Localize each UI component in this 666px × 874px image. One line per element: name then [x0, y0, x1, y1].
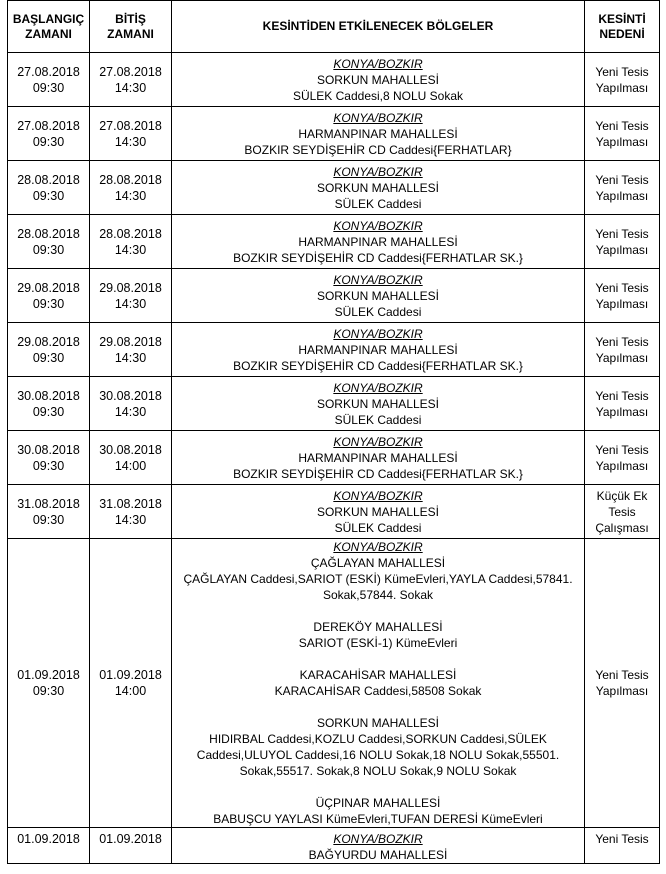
region-line: SORKUN MAHALLESİ	[316, 180, 440, 195]
start-cell	[8, 161, 90, 215]
end-time: 14:30	[114, 512, 147, 527]
region-line: ÇAĞLAYAN MAHALLESİ	[310, 556, 446, 570]
end-date: 28.08.2018	[99, 226, 162, 241]
reason-line: Yeni Tesis	[595, 118, 649, 133]
table-row	[8, 107, 660, 161]
regions-cell	[172, 107, 585, 161]
table-body	[8, 53, 660, 864]
block-gap	[174, 779, 582, 795]
reason-cell	[585, 161, 660, 215]
table-row	[8, 323, 660, 377]
regions-cell	[172, 323, 585, 377]
city-label: KONYA/BOZKIR	[333, 164, 423, 179]
region-line: SÜLEK Caddesi	[334, 304, 422, 319]
region-line: BOZKIR SEYDİŞEHİR CD Caddesi{FERHATLAR}	[244, 142, 512, 157]
start-cell	[8, 323, 90, 377]
end-time: 14:30	[114, 134, 147, 149]
end-time: 14:30	[114, 296, 147, 311]
block-gap	[174, 651, 582, 667]
end-time: 14:30	[114, 404, 147, 419]
reason-line: Küçük Ek	[596, 488, 648, 503]
end-date: 27.08.2018	[99, 118, 162, 133]
city-label: KONYA/BOZKIR	[333, 326, 423, 341]
reason-cell: Yeni Tesis Yapılması	[585, 539, 660, 828]
start-time: 09:30	[32, 296, 65, 311]
reason-line: Tesis	[608, 504, 636, 519]
city-label: KONYA/BOZKIR	[333, 380, 423, 395]
city-label: KONYA/BOZKIR	[333, 540, 423, 554]
end-cell	[90, 485, 172, 539]
table-row	[8, 431, 660, 485]
region-line: SÜLEK Caddesi	[334, 520, 422, 535]
reason-line: Yapılması	[595, 134, 649, 149]
header-row	[8, 1, 660, 53]
end-cell	[90, 377, 172, 431]
start-cell: 01.09.2018	[8, 828, 90, 864]
region-line: BOZKIR SEYDİŞEHİR CD Caddesi{FERHATLAR SK.}	[233, 358, 523, 373]
reason-cell	[585, 53, 660, 107]
region-line: SARIOT (ESKİ-1) KümeEvleri	[298, 636, 458, 650]
region-line: Sokak,55517. Sokak,8 NOLU Sokak,9 NOLU Sokak	[239, 764, 517, 778]
region-line: BOZKIR SEYDİŞEHİR CD Caddesi{FERHATLAR SK.}	[233, 250, 523, 265]
start-time: 09:30	[32, 404, 65, 419]
region-line: KARACAHİSAR MAHALLESİ	[299, 668, 457, 682]
start-date: 30.08.2018	[17, 388, 80, 403]
region-line: HARMANPINAR MAHALLESİ	[298, 342, 458, 357]
reason-cell: Yeni Tesis	[585, 828, 660, 864]
header-outage-reason: KESİNTİ NEDENİ	[585, 1, 660, 53]
start-cell	[8, 269, 90, 323]
start-cell	[8, 215, 90, 269]
start-date: 28.08.2018	[17, 226, 80, 241]
start-date: 30.08.2018	[17, 442, 80, 457]
region-line: SORKUN MAHALLESİ	[316, 504, 440, 519]
city-label: KONYA/BOZKIR	[333, 272, 423, 287]
reason-cell	[585, 323, 660, 377]
start-cell	[8, 53, 90, 107]
region-line: Caddesi,ULUYOL Caddesi,16 NOLU Sokak,18 NOLU Sokak,55501.	[196, 748, 560, 762]
table-row	[8, 828, 660, 864]
table-row	[8, 485, 660, 539]
block-gap	[174, 699, 582, 715]
region-line: SÜLEK Caddesi,8 NOLU Sokak	[292, 88, 464, 103]
start-time: 09:30	[32, 80, 65, 95]
block-gap	[174, 603, 582, 619]
reason-line: Yeni Tesis	[595, 226, 649, 241]
region-line: SÜLEK Caddesi	[334, 412, 422, 427]
end-time: 14:30	[114, 188, 147, 203]
region-line: SÜLEK Caddesi	[334, 196, 422, 211]
start-date: 29.08.2018	[17, 280, 80, 295]
start-date: 28.08.2018	[17, 172, 80, 187]
start-cell	[8, 107, 90, 161]
outage-table	[7, 0, 660, 864]
city-label: KONYA/BOZKIR	[333, 488, 423, 503]
reason-cell	[585, 431, 660, 485]
regions-cell	[172, 431, 585, 485]
reason-cell	[585, 377, 660, 431]
start-date: 29.08.2018	[17, 334, 80, 349]
regions-cell	[172, 539, 585, 828]
region-line: BAĞYURDU MAHALLESİ	[308, 848, 448, 862]
region-line: SORKUN MAHALLESİ	[316, 716, 440, 730]
table-row	[8, 539, 660, 828]
region-line: ÜÇPINAR MAHALLESİ	[315, 796, 441, 810]
city-label: KONYA/BOZKIR	[333, 56, 423, 71]
start-cell	[8, 431, 90, 485]
end-time: 14:30	[114, 350, 147, 365]
reason-line: Çalışması	[595, 520, 649, 535]
table-row	[8, 215, 660, 269]
region-line: HARMANPINAR MAHALLESİ	[298, 126, 458, 141]
region-line: ÇAĞLAYAN Caddesi,SARIOT (ESKİ) KümeEvleri,YAYLA Caddesi,57841.	[183, 572, 573, 586]
reason-line: Yapılması	[595, 242, 649, 257]
regions-cell	[172, 215, 585, 269]
start-time: 09:30	[32, 350, 65, 365]
end-cell	[90, 323, 172, 377]
outage-document	[7, 0, 659, 864]
regions-cell	[172, 485, 585, 539]
reason-line: Yeni Tesis	[595, 442, 649, 457]
table-row	[8, 377, 660, 431]
region-line: HARMANPINAR MAHALLESİ	[298, 234, 458, 249]
regions-cell	[172, 269, 585, 323]
region-line: BABUŞCU YAYLASI KümeEvleri,TUFAN DERESİ KümeEvleri	[213, 812, 543, 826]
city-label: KONYA/BOZKIR	[333, 110, 423, 125]
reason-line: Yapılması	[595, 458, 649, 473]
reason-line: Yeni Tesis	[595, 280, 649, 295]
start-date: 27.08.2018	[17, 118, 80, 133]
reason-cell	[585, 485, 660, 539]
end-time: 14:30	[114, 80, 147, 95]
end-cell	[90, 215, 172, 269]
header-start-time: BAŞLANGIÇ ZAMANI	[8, 1, 90, 53]
region-line: SORKUN MAHALLESİ	[316, 396, 440, 411]
header-affected-regions: KESİNTİDEN ETKİLENECEK BÖLGELER	[172, 1, 585, 53]
end-date: 30.08.2018	[99, 442, 162, 457]
region-line: HIDIRBAL Caddesi,KOZLU Caddesi,SORKUN Caddesi,SÜLEK	[209, 732, 547, 746]
table-row	[8, 53, 660, 107]
reason-line: Yeni Tesis	[595, 172, 649, 187]
region-line: SORKUN MAHALLESİ	[316, 288, 440, 303]
region-line: HARMANPINAR MAHALLESİ	[298, 450, 458, 465]
start-cell	[8, 485, 90, 539]
end-cell	[90, 431, 172, 485]
regions-cell	[172, 161, 585, 215]
end-cell	[90, 269, 172, 323]
end-cell	[90, 53, 172, 107]
reason-line: Yapılması	[595, 404, 649, 419]
region-line: BOZKIR SEYDİŞEHİR CD Caddesi{FERHATLAR SK.}	[233, 466, 523, 481]
end-cell: 01.09.2018 14:00	[90, 539, 172, 828]
start-date: 27.08.2018	[17, 64, 80, 79]
regions-cell	[172, 53, 585, 107]
start-time: 09:30	[32, 242, 65, 257]
region-line: KARACAHİSAR Caddesi,58508 Sokak	[274, 684, 482, 698]
city-label: KONYA/BOZKIR	[333, 218, 423, 233]
reason-line: Yapılması	[595, 350, 649, 365]
reason-line: Yapılması	[595, 188, 649, 203]
start-time: 09:30	[32, 458, 65, 473]
table-row	[8, 269, 660, 323]
header-end-time: BİTİŞ ZAMANI	[90, 1, 172, 53]
region-line: Sokak,57844. Sokak	[322, 588, 434, 602]
start-time: 09:30	[32, 188, 65, 203]
end-time: 14:30	[114, 242, 147, 257]
reason-line: Yeni Tesis	[595, 388, 649, 403]
reason-cell	[585, 215, 660, 269]
start-time: 09:30	[32, 134, 65, 149]
end-date: 27.08.2018	[99, 64, 162, 79]
table-row	[8, 161, 660, 215]
end-time: 14:00	[114, 458, 147, 473]
region-line: DEREKÖY MAHALLESİ	[313, 620, 443, 634]
reason-line: Yeni Tesis	[595, 64, 649, 79]
region-line: SORKUN MAHALLESİ	[316, 72, 440, 87]
city-label: KONYA/BOZKIR	[333, 434, 423, 449]
end-cell: 01.09.2018	[90, 828, 172, 864]
end-cell	[90, 107, 172, 161]
end-date: 28.08.2018	[99, 172, 162, 187]
regions-cell	[172, 377, 585, 431]
start-cell: 01.09.2018 09:30	[8, 539, 90, 828]
end-cell	[90, 161, 172, 215]
end-date: 29.08.2018	[99, 334, 162, 349]
reason-line: Yapılması	[595, 296, 649, 311]
reason-cell	[585, 269, 660, 323]
end-date: 29.08.2018	[99, 280, 162, 295]
reason-line: Yapılması	[595, 80, 649, 95]
start-time: 09:30	[32, 512, 65, 527]
regions-cell	[172, 828, 585, 864]
city-label: KONYA/BOZKIR	[333, 832, 423, 846]
end-date: 30.08.2018	[99, 388, 162, 403]
reason-line: Yeni Tesis	[595, 334, 649, 349]
start-date: 31.08.2018	[17, 496, 80, 511]
reason-cell	[585, 107, 660, 161]
end-date: 31.08.2018	[99, 496, 162, 511]
start-cell	[8, 377, 90, 431]
